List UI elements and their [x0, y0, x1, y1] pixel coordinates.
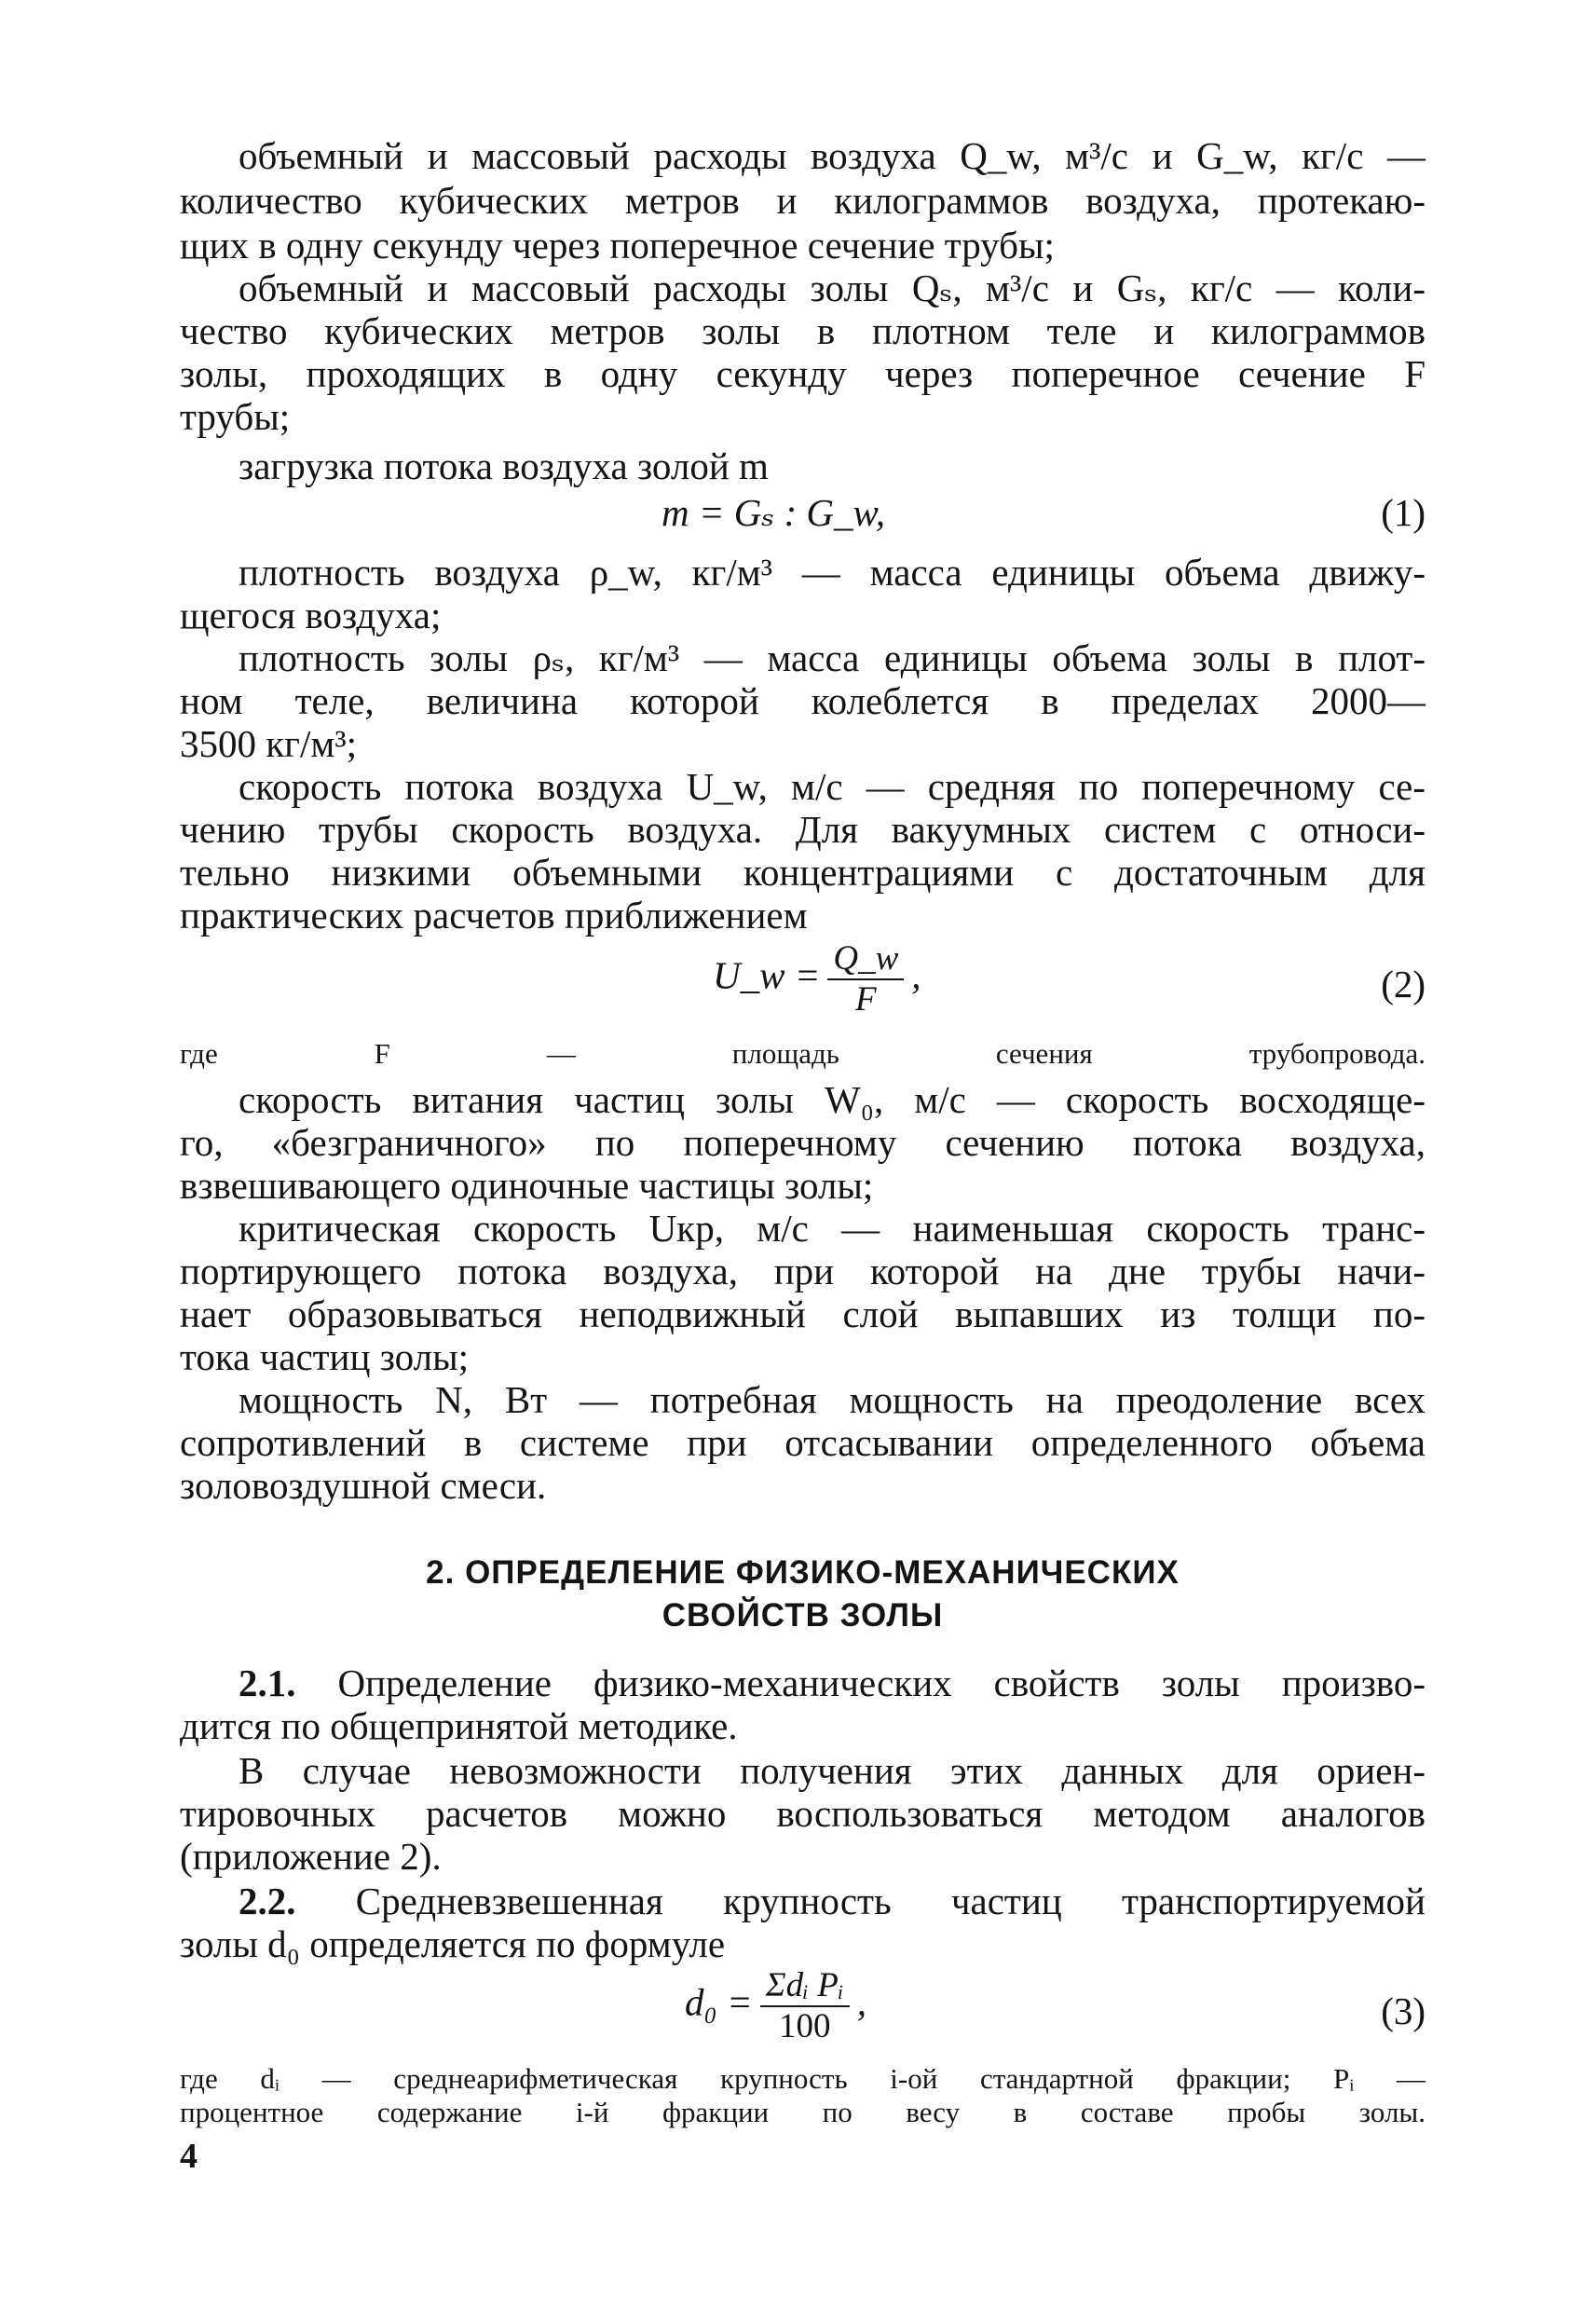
text-line: плотность воздуха ρ_w, кг/м³ — масса единицы объема движу-: [239, 551, 1425, 594]
text-line: сопротивлений в системе при отсасывании определенного объема: [180, 1421, 1425, 1464]
text-span: Определение физико-механических свойств золы произво-: [337, 1661, 1426, 1704]
formula-2-denominator: F: [855, 980, 877, 1019]
section-heading: 2. ОПРЕДЕЛЕНИЕ ФИЗИКО-МЕХАНИЧЕСКИХ: [426, 1554, 1180, 1591]
text-line: практических расчетов приближением: [180, 894, 808, 937]
formula-2-lhs: U_w =: [713, 953, 821, 997]
text-line: тировочных расчетов можно воспользоваться методом аналогов: [180, 1792, 1425, 1835]
formula-2-tail: ,: [911, 953, 921, 997]
footnote-line: процентное содержание i-й фракции по весу в составе пробы золы.: [180, 2096, 1425, 2128]
text-line: портирующего потока воздуха, при которой на дне трубы начи-: [180, 1250, 1425, 1292]
equation-number-1: (1): [1381, 491, 1425, 534]
text-line: скорость витания частиц золы W₀, м/с — скорость восходяще-: [239, 1078, 1425, 1121]
text-line: объемный и массовый расходы золы Qₛ, м³/с и Gₛ, кг/с — коли-: [239, 267, 1425, 309]
formula-1: m = Gₛ : G_w,: [662, 491, 886, 534]
text-line: ном теле, величина которой колеблется в пределах 2000—: [180, 679, 1425, 722]
formula-3-denominator: 100: [778, 2007, 831, 2045]
text-line: золовоздушной смеси.: [180, 1464, 547, 1507]
text-span: Средневзвешенная крупность частиц транспортируемой: [355, 1880, 1426, 1922]
text-line: критическая скорость Uкр, м/с — наименьшая скорость транс-: [239, 1207, 1425, 1250]
footnote-line: где F — площадь сечения трубопровода.: [180, 1037, 1425, 1070]
text-line: мощность N, Вт — потребная мощность на преодоление всех: [239, 1378, 1425, 1421]
text-line: загрузка потока воздуха золой m: [239, 444, 769, 487]
text-line: объемный и массовый расходы воздуха Q_w, м³/с и G_w, кг/с —: [239, 134, 1425, 177]
formula-2: [713, 939, 921, 1019]
text-line: тельно низкими объемными концентрациями с достаточным для: [180, 851, 1425, 894]
text-line: [239, 1661, 1425, 1705]
formula-2-fraction: [827, 939, 904, 1019]
text-line: нает образовываться неподвижный слой выпавших из толщи по-: [180, 1292, 1425, 1335]
formula-3-fraction: [760, 1966, 850, 2046]
text-line: [239, 1879, 1425, 1923]
text-line: (приложение 2).: [180, 1835, 442, 1878]
formula-3-lhs: d₀ =: [685, 1980, 753, 2024]
section-heading: СВОЙСТВ ЗОЛЫ: [662, 1597, 944, 1634]
section-number: 2.1.: [239, 1661, 296, 1704]
equation-number-3: (3): [1381, 1990, 1425, 2032]
text-line: скорость потока воздуха U_w, м/с — средняя по поперечному се-: [239, 765, 1425, 808]
text-line: золы, проходящих в одну секунду через поперечное сечение F: [180, 352, 1425, 395]
text-line: тока частиц золы;: [180, 1335, 470, 1378]
text-line: трубы;: [180, 395, 291, 438]
text-line: В случае невозможности получения этих данных для ориен-: [239, 1749, 1425, 1792]
text-line: дится по общепринятой методике.: [180, 1704, 738, 1747]
formula-3-numerator: Σdᵢ Pᵢ: [760, 1966, 850, 2007]
text-line: 3500 кг/м³;: [180, 722, 358, 765]
text-line: взвешивающего одиночные частицы золы;: [180, 1164, 874, 1207]
text-line: щегося воздуха;: [180, 594, 442, 636]
formula-3-tail: ,: [856, 1980, 866, 2024]
text-line: плотность золы ρₛ, кг/м³ — масса единицы объема золы в плот-: [239, 636, 1425, 679]
text-line: золы d₀ определяется по формуле: [180, 1922, 726, 1965]
formula-2-numerator: Q_w: [827, 939, 904, 980]
text-line: щих в одну секунду через поперечное сечение трубы;: [180, 224, 1055, 267]
section-number: 2.2.: [239, 1880, 296, 1922]
footnote-line: где dᵢ — среднеарифметическая крупность i-ой стандартной фракции; Pᵢ —: [180, 2062, 1425, 2095]
equation-number-2: (2): [1381, 963, 1425, 1005]
page-number: 4: [180, 2137, 198, 2176]
text-line: го, «безграничного» по поперечному сечению потока воздуха,: [180, 1121, 1425, 1164]
text-line: количество кубических метров и килограммов воздуха, протекаю-: [180, 179, 1425, 222]
text-line: чению трубы скорость воздуха. Для вакуумных систем с относи-: [180, 808, 1425, 851]
text-line: чество кубических метров золы в плотном теле и килограммов: [180, 309, 1425, 352]
formula-3: [685, 1966, 866, 2046]
